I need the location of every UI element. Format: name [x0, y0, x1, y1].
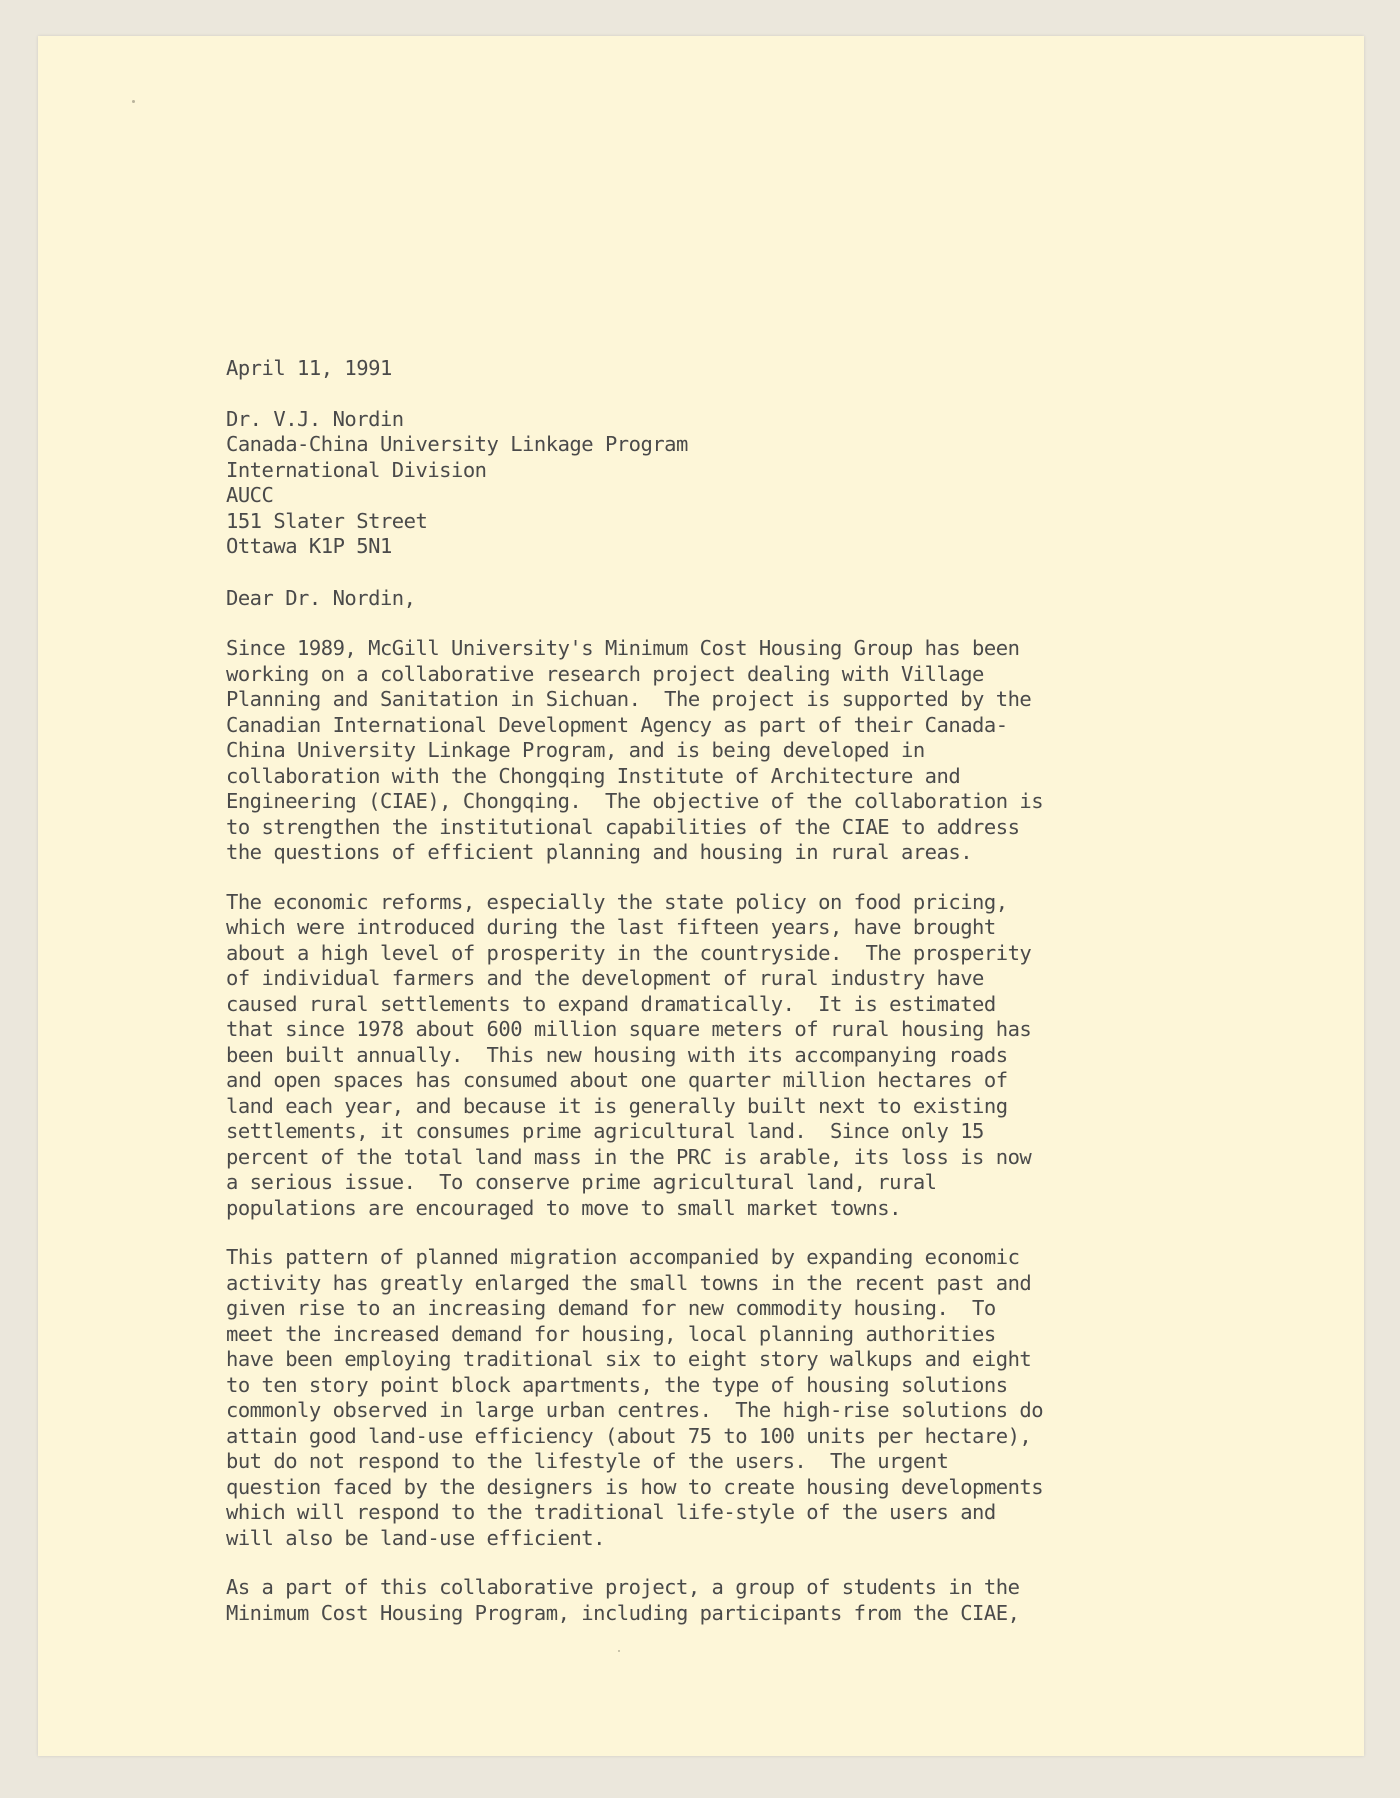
text-line: that since 1978 about 600 million square meters of rural housing has [226, 1017, 1032, 1041]
text-line: As a part of this collaborative project, a group of students in the [226, 1575, 1020, 1599]
paper-speck [132, 100, 135, 103]
text-line: populations are encouraged to move to small market towns. [226, 1195, 901, 1220]
text-line: caused rural settlements to expand dramatically. It is estimated [226, 991, 996, 1016]
text-line: Minimum Cost Housing Program, including participants from the CIAE, [226, 1600, 1020, 1625]
text-line: but do not respond to the lifestyle of the users. The urgent [226, 1449, 949, 1473]
text-line: and open spaces has consumed about one quarter million hectares of [226, 1068, 1008, 1092]
paragraph-3 [226, 1245, 1226, 1551]
letter-body [226, 356, 1226, 1650]
text-line: will also be land-use efficient. [226, 1525, 605, 1550]
recipient-address [226, 407, 1226, 560]
text-line: working on a collaborative research project dealing with Village [226, 661, 984, 686]
text-line: Engineering (CIAE), Chongqing. The objective of the collaboration is [226, 789, 1044, 813]
text-line: Planning and Sanitation in Sichuan. The project is supported by the [226, 687, 1032, 711]
address-line: Canada-China University Linkage Program [226, 432, 688, 456]
text-line: which will respond to the traditional life-style of the users and [226, 1500, 996, 1524]
text-line: This pattern of planned migration accompanied by expanding economic [226, 1245, 1020, 1269]
address-line: International Division [226, 457, 487, 482]
text-line: Since 1989, McGill University's Minimum Cost Housing Group has been [226, 636, 1020, 660]
text-line: China University Linkage Program, and is being developed in [226, 738, 925, 762]
text-line: Canadian International Development Agency as part of their Canada- [226, 712, 1008, 737]
paragraph-4 [226, 1575, 1226, 1626]
text-line: percent of the total land mass in the PRC is arable, its loss is now [226, 1144, 1032, 1169]
paragraph-1 [226, 636, 1226, 866]
text-line: meet the increased demand for housing, local planning authorities [226, 1321, 996, 1346]
text-line: about a high level of prosperity in the countryside. The prosperity [226, 940, 1032, 965]
text-line: the questions of efficient planning and housing in rural areas. [226, 840, 973, 864]
text-line: have been employing traditional six to eight story walkups and eight [226, 1347, 1032, 1371]
text-line: commonly observed in large urban centres. The high-rise solutions do [226, 1398, 1044, 1422]
text-line: to ten story point block apartments, the type of housing solutions [226, 1372, 1008, 1397]
letter-page [38, 36, 1364, 1756]
text-line: been built annually. This new housing with its accompanying roads [226, 1042, 1008, 1067]
address-line: Dr. V.J. Nordin [226, 406, 404, 431]
text-line: given rise to an increasing demand for new commodity housing. To [226, 1296, 996, 1320]
salutation: Dear Dr. Nordin, [226, 585, 416, 610]
paper-speck [618, 1650, 620, 1652]
text-line: activity has greatly enlarged the small towns in the recent past and [226, 1270, 1032, 1295]
text-line: which were introduced during the last fifteen years, have brought [226, 915, 996, 939]
text-line: attain good land-use efficiency (about 75 to 100 units per hectare), [226, 1423, 1032, 1448]
text-line: The economic reforms, especially the state policy on food pricing, [226, 889, 1008, 914]
address-line: Ottawa K1P 5N1 [226, 534, 392, 558]
address-line: AUCC [226, 483, 274, 507]
text-line: question faced by the designers is how to create housing developments [226, 1474, 1044, 1499]
text-line: to strengthen the institutional capabilities of the CIAE to address [226, 814, 1020, 839]
text-line: settlements, it consumes prime agricultural land. Since only 15 [226, 1119, 984, 1143]
letter-date: April 11, 1991 [226, 356, 392, 380]
address-line: 151 Slater Street [226, 508, 428, 533]
text-line: collaboration with the Chongqing Institute of Architecture and [226, 763, 961, 788]
text-line: of individual farmers and the development of rural industry have [226, 966, 984, 990]
text-line: land each year, and because it is generally built next to existing [226, 1093, 1008, 1118]
text-line: a serious issue. To conserve prime agricultural land, rural [226, 1170, 937, 1194]
paragraph-2 [226, 890, 1226, 1222]
